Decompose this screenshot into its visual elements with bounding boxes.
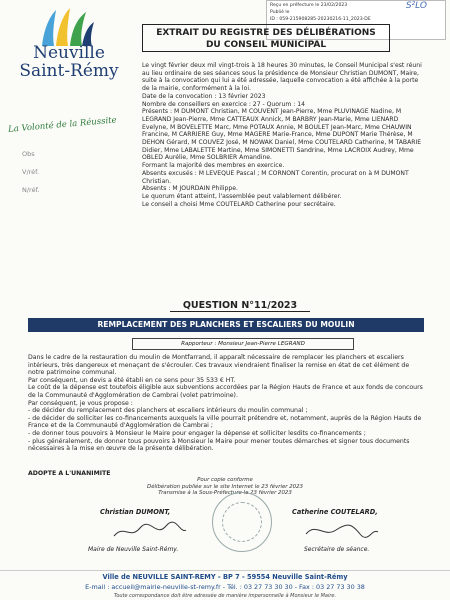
cert-line: Délibération publiée sur le site Internet le 23 février 2023 — [147, 483, 303, 490]
question-number: QUESTION N°11/2023 — [170, 300, 310, 312]
stamp-line3: ID : 059-215908285-20230216-11_2023-DE — [270, 17, 371, 22]
logo-name-line2: Saint-Rémy — [19, 61, 119, 81]
body-paragraph: Par conséquent, un devis a été établi en ce sens pour 35 533 € HT. — [28, 376, 236, 384]
margin-label-vref: V/réf. — [22, 168, 40, 176]
certification-block — [120, 477, 330, 497]
body-paragraph: Dans le cadre de la restauration du moulin de Montfarrand, il apparaît nécessaire de remplacer les planchers et escaliers intérieurs, très dangereux et menaçant de s'écrouler. Ces travaux viendraient finaliser la remise en état de cet élément de notre patrimoine communal. — [28, 354, 410, 377]
mayor-role: Maire de Neuville Saint-Rémy. — [88, 546, 179, 553]
vote-result: ADOPTE A L'UNANIMITE — [28, 470, 111, 477]
proposal-item: - de décider du remplacement des planchers et escaliers intérieurs du moulin communal ; — [28, 407, 308, 415]
stamp-mark: S²LO — [405, 1, 427, 11]
proposal-item: - de décider de solliciter les co-financements auxquels la ville pourrait prétendre et, notamment, auprès de la Région Hauts de France et de la Communauté d'Agglomération de Cambrai ; — [28, 414, 422, 430]
absents: Absents : M JOURDAIN Philippe. — [142, 185, 238, 193]
proposal-item: - de donner tous pouvoirs à Monsieur le Maire pour engager la dépense et solliciter lesdits co-financements ; — [28, 429, 366, 437]
present-members: Présents : M DUMONT Christian, M COUVENT Jean-Pierre, Mme PLUVINAGE Nadine, M LEGRAND Jean-Pierre, Mme CATTEAUX Annick, M BARBRY Jean-Marie, Mme LIENARD Evelyne, M BOVELETTE Marc, Mme POTAUX Annie, M BOULET Jean-Marc, Mme CHAUWIN Francine, M CARRIERE Guy, Mme MAGERE Marie-France, Mme DUPONT Marie Thérèse, M DEHON Gérard, M COUVEZ José, M NOWAK Daniel, Mme COUTELARD Catherine, M TABARIE Didier, Mme LABALETTE Martine, Mme SIMONETTI Sandrine, Mme LACROIX Audrey, Mme OBLED Aurélie, Mme SOLBRIER Amandine. — [142, 108, 422, 162]
secretary-signature-icon — [300, 520, 380, 542]
footer-contact: E-mail : accueil@mairie-neuville-st-remy.fr - Tél. : 03 27 73 30 30 - Fax : 03 27 73 30 38 — [85, 583, 365, 591]
body-paragraph: Par conséquent, je vous propose : — [28, 399, 133, 407]
footer-divider — [0, 570, 450, 571]
session-intro — [142, 62, 424, 208]
title-line2: DU CONSEIL MUNICIPAL — [205, 40, 327, 50]
mayor-signature-icon — [110, 520, 190, 542]
footer-address: Ville de NEUVILLE SAINT-REMY - BP 7 - 59554 Neuville Saint-Rémy — [102, 573, 348, 581]
cert-line: Pour copie conforme — [197, 477, 253, 483]
title-line1: EXTRAIT DU REGISTRE DES DÉLIBÉRATIONS — [156, 28, 376, 38]
body-paragraph: Le coût de la dépense est toutefois éligible aux subventions accordées par la Région Hauts de France et aux fonds de concours de la Communauté d'Agglomération de Cambrai (volet patrimoine). — [28, 384, 423, 399]
quorum-reached: Le quorum étant atteint, l'assemblée peut valablement délibérer. — [142, 192, 342, 200]
margin-label-nref: N/réf. — [22, 186, 40, 194]
majority-statement: Formant la majorité des membres en exercice. — [142, 162, 285, 170]
footer-notice: Toute correspondance doit être adressée de manière impersonnelle à Monsieur le Maire. — [113, 593, 337, 599]
official-seal-icon — [212, 492, 272, 552]
deliberation-body — [28, 354, 424, 453]
intro-paragraph: Le vingt février deux mil vingt-trois à 18 heures 30 minutes, le Conseil Municipal s'est réuni au lieu ordinaire de ses séances sous la présidence de Monsieur Christian DUMONT, Maire, suite à la convocation qui lui a été adressée, laquelle convocation a été affichée à la porte de la mairie, conformément à la loi. — [142, 62, 422, 93]
stamp-line1: Reçu en préfecture le 23/02/2023 — [270, 3, 348, 8]
town-logo-icon — [36, 6, 96, 48]
mayor-name: Christian DUMONT, — [100, 508, 171, 516]
convocation-date: Date de la convocation : 13 février 2023 — [142, 92, 266, 100]
excused-absents: Absents excusés : M LEVEQUE Pascal ; M CORNONT Corentin, procurat on à M DUMONT Christian. — [142, 169, 409, 185]
logo-name-line1: Neuville — [33, 43, 105, 63]
margin-label-obs: Obs — [22, 150, 35, 158]
cert-line: Transmise à la Sous-Préfecture le 23 février 2023 — [158, 490, 292, 497]
secretary-name: Catherine COUTELARD, — [292, 508, 378, 516]
secretary-choice: Le conseil a choisi Mme COUTELARD Catherine pour secrétaire. — [142, 200, 336, 208]
rapporteur-box: Rapporteur : Monsieur Jean-Pierre LEGRAND — [132, 338, 354, 350]
logo-slogan: La Volonté de la Réussite — [7, 115, 118, 135]
secretary-role: Secrétaire de séance. — [304, 546, 370, 553]
quorum-count: Nombre de conseillers en exercice : 27 - Quorum : 14 — [142, 100, 306, 108]
subject-banner: REMPLACEMENT DES PLANCHERS ET ESCALIERS DU MOULIN — [28, 318, 424, 332]
document-title — [142, 24, 390, 52]
proposal-item: - plus généralement, de donner tous pouvoirs à Monsieur le Maire pour mener toutes démarches et signer tous documents nécessaires à la mise en œuvre de la présente délibération. — [28, 437, 410, 453]
stamp-line2: Publié le — [270, 10, 290, 15]
